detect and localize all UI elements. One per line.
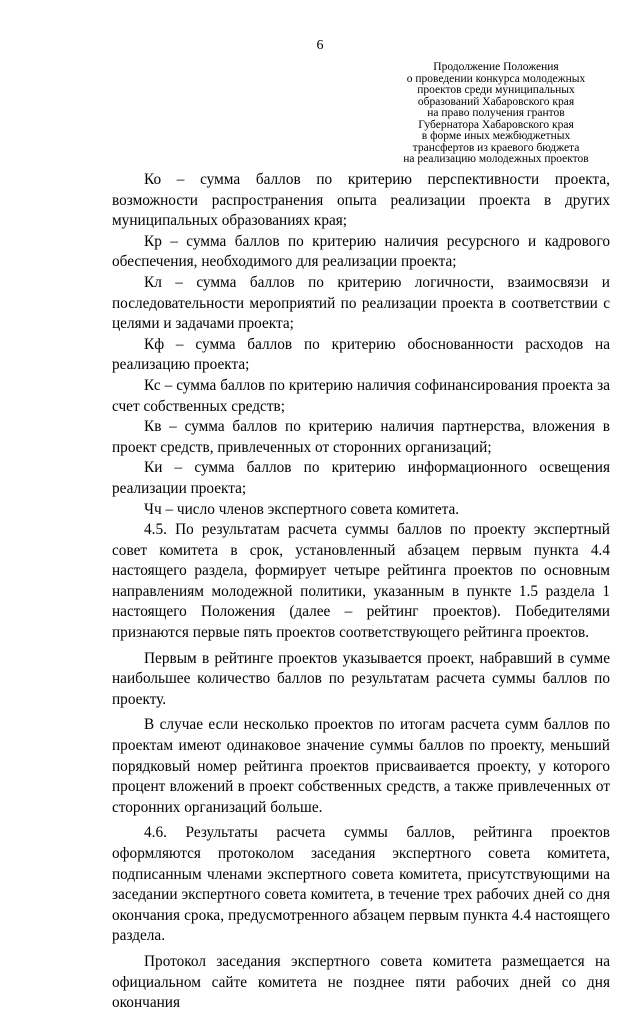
document-body (112, 170, 610, 1014)
header-line: проектов среди муниципальных (417, 84, 575, 96)
page-number: 6 (316, 38, 324, 53)
document-header (385, 62, 607, 166)
header-line: на реализацию молодежных проектов (403, 153, 589, 165)
header-line: о проведении конкурса молодежных (406, 72, 586, 85)
paragraph-protocol-publication: Протокол заседания экспертного совета комитета размещается на официальном сайте комитета не позднее пяти рабочих дней со дня окончания (112, 952, 610, 1012)
header-line: образований Хабаровского края (417, 95, 575, 108)
header-line: на право получения грантов (427, 107, 565, 119)
paragraph-chch: Чч – число членов экспертного совета комитета. (144, 500, 460, 518)
header-line: трансфертов из краевого бюджета (412, 141, 580, 154)
paragraph-first-in-rating: Первым в рейтинге проектов указывается проект, набравший в сумме наибольшее количество баллов по результатам расчета суммы баллов по проекту. (112, 649, 610, 708)
header-line: Губернатора Хабаровского края (418, 118, 574, 131)
header-line: Продолжение Положения (433, 61, 559, 73)
header-line: в форме иных межбюджетных (421, 130, 571, 142)
paragraph-kv: Кв – сумма баллов по критерию наличия партнерства, вложения в проект средств, привлеченных от сторонних организаций; (112, 418, 610, 456)
paragraph-equal-scores: В случае если несколько проектов по итогам расчета сумм баллов по проектам имеют одинаковое значение суммы баллов по проекту, меньший порядковый номер рейтинга проектов присваивается проекту, у которого процент вложений в проект собственных средств, а также привлеченных от сторонних организаций больше. (112, 716, 610, 816)
paragraph-ko: Ко – сумма баллов по критерию перспективности проекта, возможности распространения опыта реализации проекта в других муниципальных образованиях края; (112, 171, 610, 230)
paragraph-kf: Кф – сумма баллов по критерию обоснованности расходов на реализацию проекта; (112, 335, 610, 374)
paragraph-4-5: 4.5. По результатам расчета суммы баллов по проекту экспертный совет комитета в срок, установленный абзацем первым пункта 4.4 настоящего раздела, формирует четыре рейтинга проектов по основным направлениям молодежной политики, указанным в пункте 1.5 раздела 1 настоящего Положения (далее – рейтинг проектов). Победителями признаются первые пять проектов соответствующего рейтинга проектов. (112, 521, 610, 642)
paragraph-ks: Кс – сумма баллов по критерию наличия софинансирования проекта за счет собственных средств; (112, 376, 610, 415)
paragraph-kl: Кл – сумма баллов по критерию логичности, взаимосвязи и последовательности мероприятий по реализации проекта в соответствии с целями и задачами проекта; (112, 273, 610, 333)
paragraph-4-6: 4.6. Результаты расчета суммы баллов, рейтинга проектов оформляются протоколом заседания экспертного совета комитета, подписанным членами экспертного совета комитета, присутствующими на заседании экспертного совета комитета, в течение трех рабочих дней со дня окончания срока, предусмотренного абзацем первым пункта 4.4 настоящего раздела. (112, 824, 610, 945)
paragraph-kr: Кр – сумма баллов по критерию наличия ресурсного и кадрового обеспечения, необходимого для реализации проекта; (112, 232, 610, 271)
paragraph-ki: Ки – сумма баллов по критерию информационного освещения реализации проекта; (112, 459, 610, 497)
